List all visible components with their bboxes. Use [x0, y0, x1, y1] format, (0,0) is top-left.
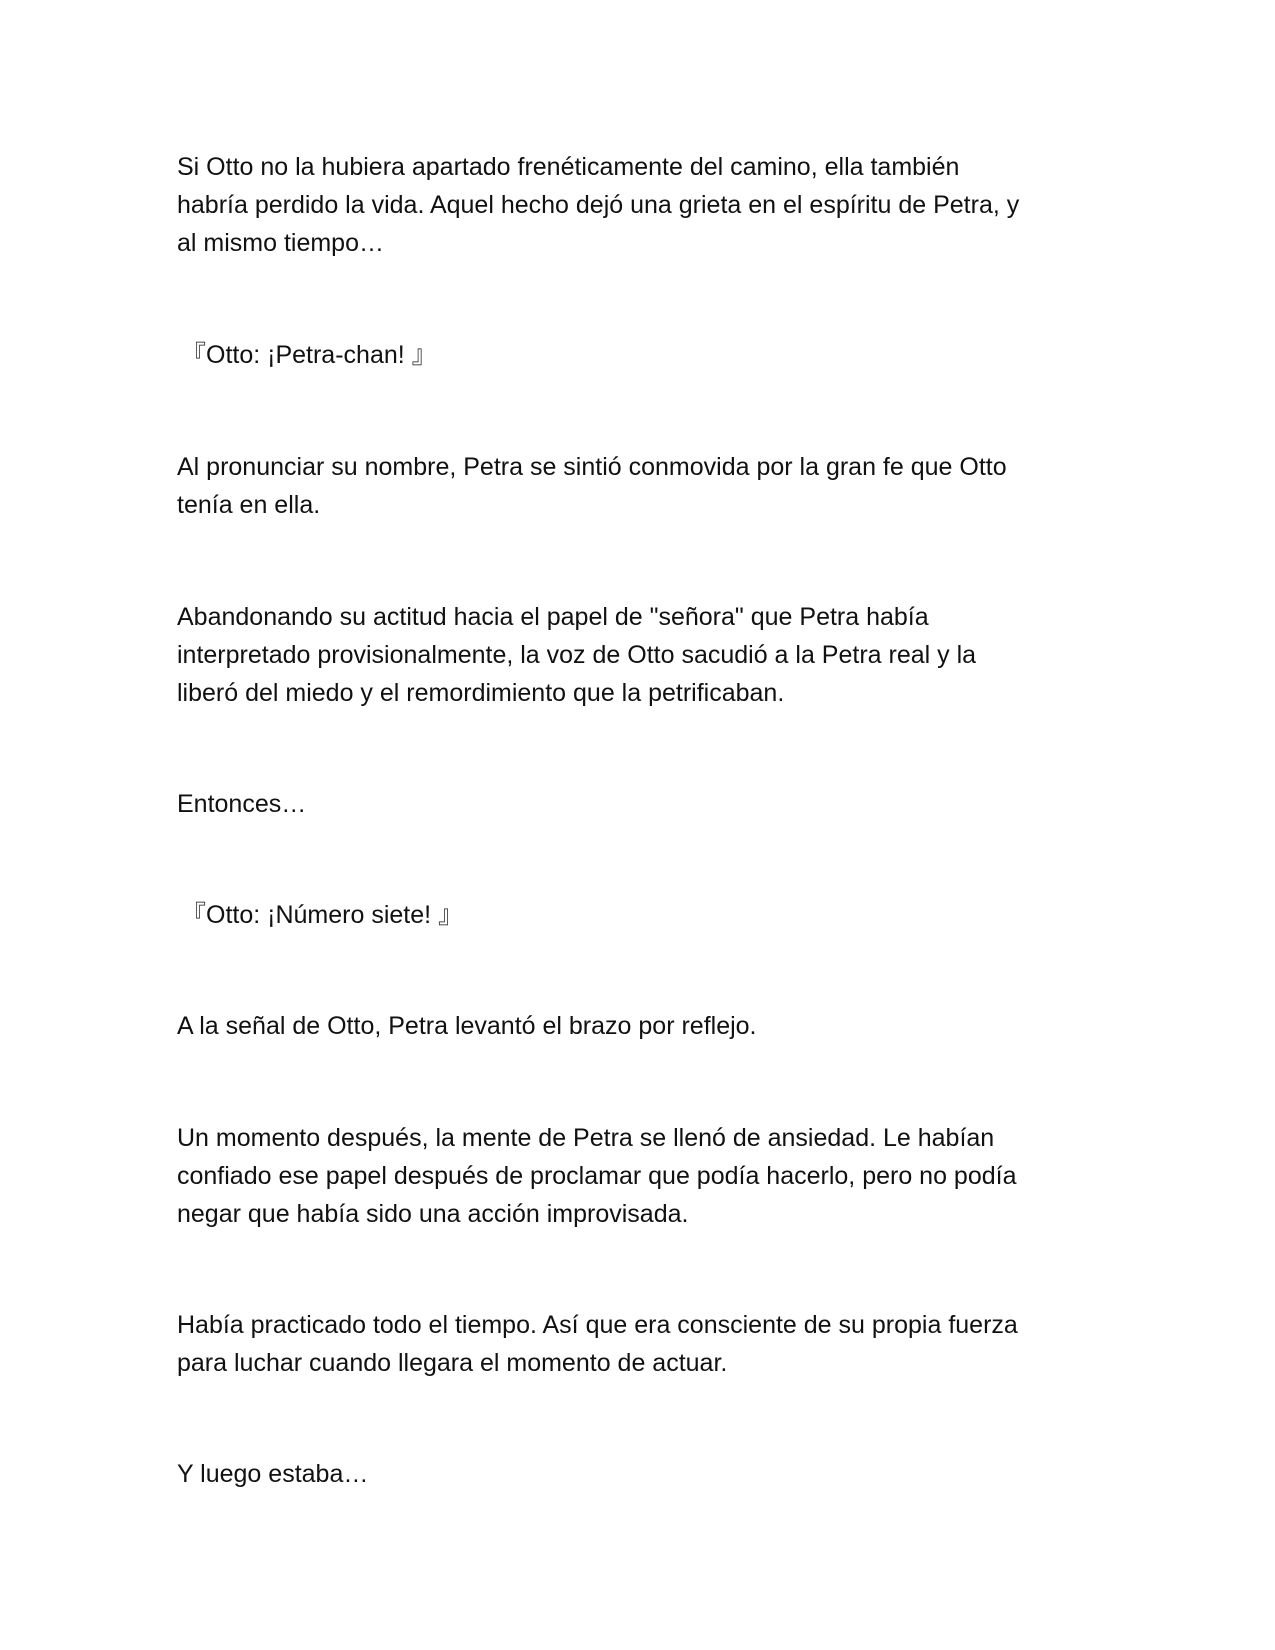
paragraph-7: Había practicado todo el tiempo. Así que era consciente de su propia fuerza para luchar cuando llegara el momento de actuar.	[177, 1311, 1018, 1377]
paragraph-4: Entonces…	[177, 790, 307, 818]
paragraph-2: Al pronunciar su nombre, Petra se sintió conmovida por la gran fe que Otto tenía en ella.	[177, 453, 1007, 519]
dialogue-line-1: 『Otto: ¡Petra-chan! 』	[181, 341, 437, 369]
paragraph-8: Y luego estaba…	[177, 1460, 369, 1488]
paragraph-5: A la señal de Otto, Petra levantó el brazo por reflejo.	[177, 1012, 757, 1040]
paragraph-3: Abandonando su actitud hacia el papel de "señora" que Petra había interpretado provisionalmente, la voz de Otto sacudió a la Petra real y la liberó del miedo y el remordimiento que la petrificaban.	[177, 603, 977, 707]
dialogue-line-2: 『Otto: ¡Número siete! 』	[181, 901, 464, 929]
paragraph-1: Si Otto no la hubiera apartado frenéticamente del camino, ella también habría perdido la vida. Aquel hecho dejó una grieta en el espíritu de Petra, y al mismo tiempo…	[177, 153, 1020, 257]
paragraph-6: Un momento después, la mente de Petra se llenó de ansiedad. Le habían confiado ese papel después de proclamar que podía hacerlo, pero no podía negar que había sido una acción improvisada.	[177, 1124, 1017, 1228]
